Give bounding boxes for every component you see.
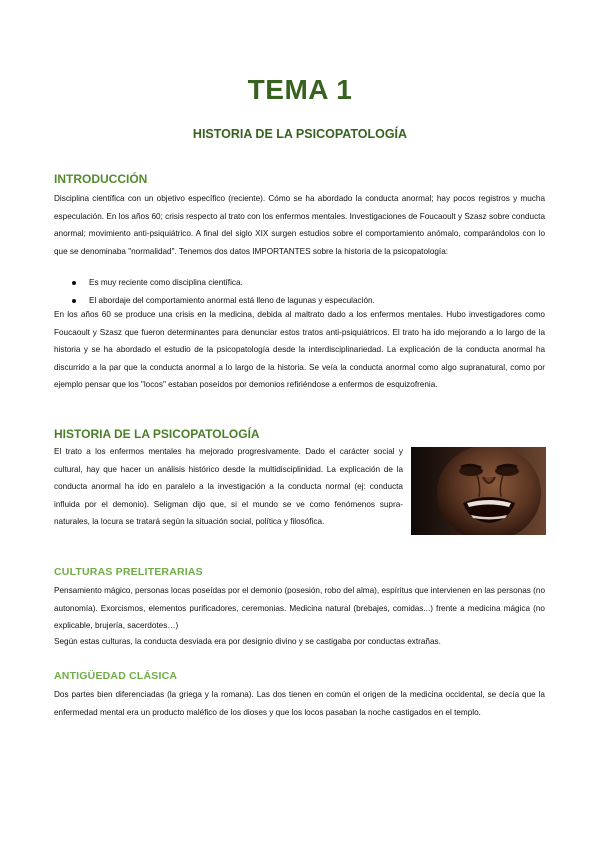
- section-heading-introduccion: INTRODUCCIÓN: [54, 172, 148, 186]
- section-heading-antiguedad: ANTIGÜEDAD CLÁSICA: [54, 670, 178, 682]
- screaming-man-photo: [411, 447, 546, 535]
- historia-paragraph: El trato a los enfermos mentales ha mejorado progresivamente. Dado el carácter social y cultural, hay que hacer un análisis histórico desde la multidisciplinidad. La explicación de la conducta anormal ha ido en paralelo a la investigación a la conducta normal (ej: conducta influida por el demonio). Seligman dijo que, si el mundo se ve como fenómenos supra-naturales, la locura se tratará según la situación social, política y filosófica.: [54, 447, 403, 527]
- bullet-text: Es muy reciente como disciplina científica.: [89, 278, 243, 287]
- intro-paragraph-2: En los años 60 se produce una crisis en la medicina, debida al maltrato dado a los enfermos mentales. Hubo investigadores como Foucaoult y Szasz que fueron determinantes para denunciar estos tratos anti-psiquiátricos. El trato ha ido mejorando a lo largo de la historia y se ha abordado el estudio de la psicopatología desde la interdisciplinariedad. La explicación de la conducta anormal ha discurrido a la par que la conducta anormal a lo largo de la historia. Se veía la conducta anormal como algo supranatural, como por ejemplo pensar que los "locos" estaban poseídos por demonios refiriéndose a enfermos de esquizofrenia.: [54, 310, 545, 390]
- section-heading-culturas: CULTURAS PRELITERARIAS: [54, 566, 203, 578]
- intro-bullet-list: [54, 274, 545, 309]
- page-title: TEMA 1: [247, 74, 353, 105]
- page-subtitle: HISTORIA DE LA PSICOPATOLOGÍA: [192, 127, 408, 141]
- culturas-paragraph-1: Pensamiento mágico, personas locas poseídas por el demonio (posesión, robo del alma), espíritus que intervienen en las personas (no autonomía). Exorcismos, elementos purificadores, ceremonias. Medicina natural (brebajes, comidas...) frente a medicina mágica (no explicable, brujería, sacerdotes…): [54, 586, 545, 631]
- culturas-paragraph-2: Según estas culturas, la conducta desviada era por designio divino y se castigaba por conductas extrañas.: [54, 637, 441, 646]
- bullet-icon: [72, 299, 76, 303]
- intro-paragraph-1: Disciplina científica con un objetivo específico (reciente). Cómo se ha abordado la conducta anormal; hay pocos registros y mucha especulación. En los años 60; crisis respecto al trato con los enfermos mentales. Investigaciones de Foucaoult y Szasz sobre conducta anormal; movimiento anti-psiquiátrico. A final del siglo XIX surgen estudios sobre el comportamiento anómalo, comparándolos con lo que se denominaba "normalidad". Tenemos dos datos IMPORTANTES sobre la historia de la psicopatología:: [54, 194, 545, 256]
- antiguedad-paragraph: Dos partes bien diferenciadas (la griega y la romana). Las dos tienen en común el origen de la medicina occidental, se decía que la enfermedad mental era un producto maléfico de los dioses y que los locos pasaban la noche castigados en el templo.: [54, 690, 545, 717]
- bullet-icon: [72, 281, 76, 285]
- section-heading-historia: HISTORIA DE LA PSICOPATOLOGÍA: [54, 427, 260, 441]
- bullet-text: El abordaje del comportamiento anormal está lleno de lagunas y especulación.: [89, 295, 375, 305]
- list-item: [54, 274, 545, 292]
